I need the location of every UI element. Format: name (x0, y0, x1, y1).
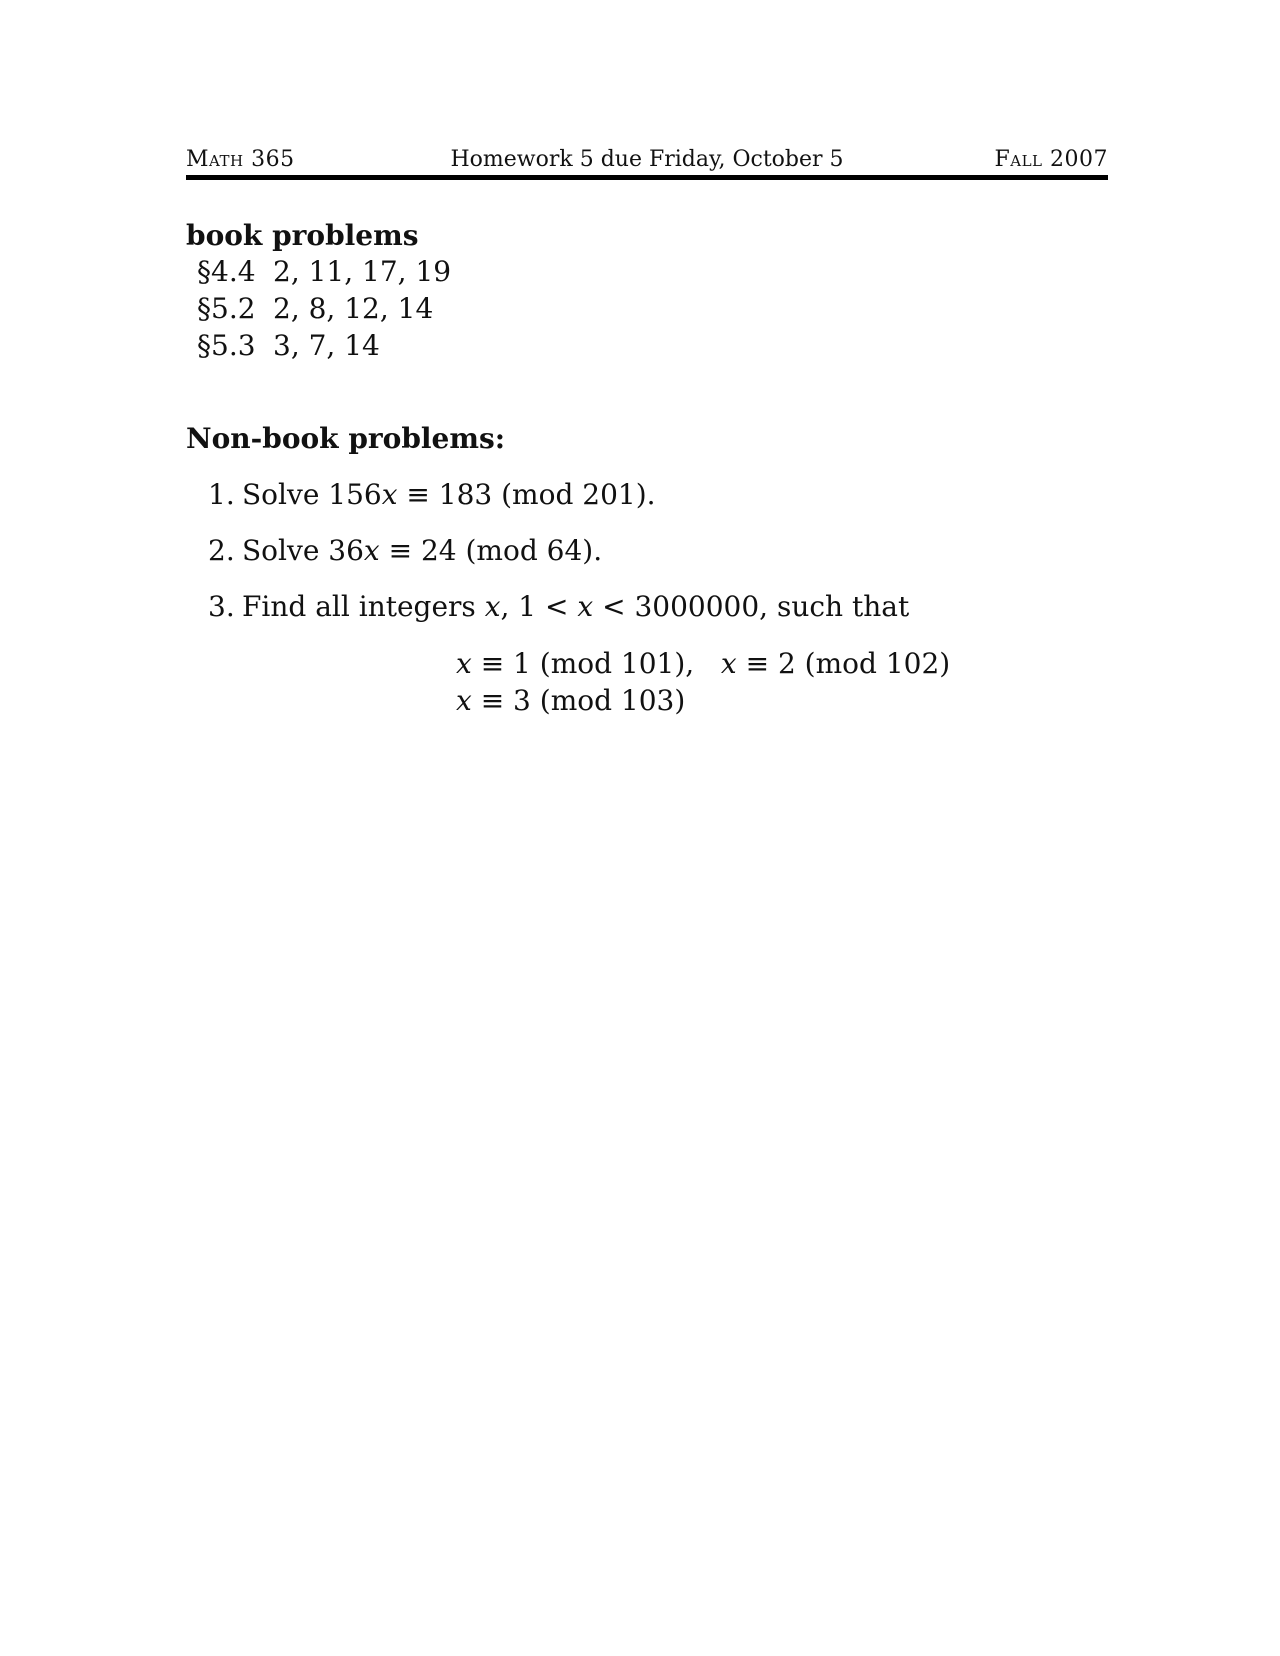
problem-list: 2, 11, 17, 19 (273, 255, 452, 288)
problem-text: , 1 < (500, 590, 578, 623)
congruence-system-line-1 (456, 647, 950, 681)
math-variable: x (577, 590, 594, 623)
problem-number: 2. (208, 534, 235, 567)
math-variable: x (363, 534, 380, 567)
problem-number: 1. (208, 478, 235, 511)
book-problems-heading: book problems (186, 219, 419, 252)
problem-1 (208, 478, 656, 512)
book-problems-row (197, 253, 451, 290)
problem-text: < 3000000, such that (593, 590, 910, 623)
problem-list: 3, 7, 14 (273, 329, 380, 362)
congruence-text: ≡ 3 (mod 103) (471, 684, 686, 717)
congruence-text: ≡ 2 (mod 102) (736, 647, 951, 680)
problem-text: Solve 156 (242, 478, 382, 511)
problem-text: ≡ 24 (mod 64). (379, 534, 603, 567)
math-variable: x (720, 647, 737, 680)
course-name: Math 365 (186, 147, 295, 172)
math-variable: x (456, 684, 472, 717)
congruence-system-line-2 (456, 684, 685, 718)
math-variable: x (381, 478, 398, 511)
book-problems-row (197, 327, 451, 364)
book-problems-row (197, 290, 451, 327)
section-number: §5.3 (197, 329, 256, 362)
assignment-title: Homework 5 due Friday, October 5 (450, 147, 844, 172)
problem-2 (208, 534, 602, 568)
math-variable: x (456, 647, 472, 680)
header-rule (186, 175, 1108, 180)
math-variable: x (484, 590, 501, 623)
problem-number: 3. (208, 590, 235, 623)
page-header (186, 146, 1108, 174)
problem-text: Solve 36 (242, 534, 364, 567)
section-number: §4.4 (197, 255, 256, 288)
term-label: Fall 2007 (994, 147, 1108, 172)
problem-text: Find all integers (242, 590, 485, 623)
non-book-problems-heading: Non-book problems: (186, 422, 506, 455)
congruence-text: ≡ 1 (mod 101), (471, 647, 721, 680)
section-number: §5.2 (197, 292, 256, 325)
book-problems-table (197, 253, 451, 364)
problem-list: 2, 8, 12, 14 (273, 292, 434, 325)
problem-3 (208, 590, 909, 624)
problem-text: ≡ 183 (mod 201). (397, 478, 656, 511)
